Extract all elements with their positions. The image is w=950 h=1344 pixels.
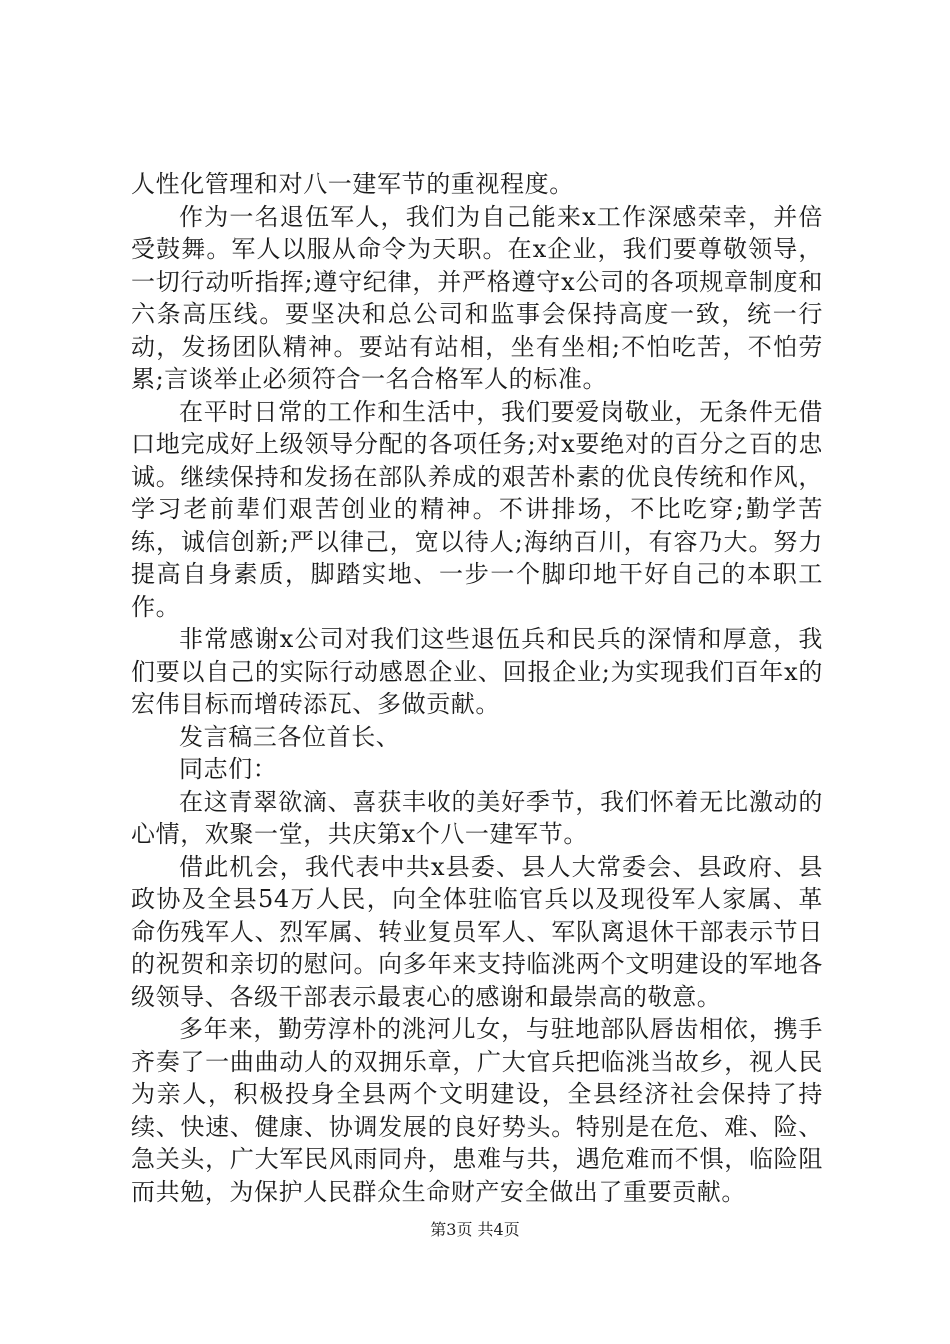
paragraph-8: 借此机会，我代表中共x县委、县人大常委会、县政府、县政协及全县54万人民，向全体驻临官兵以及现役军人家属、革命伤残军人、烈军属、转业复员军人、军队离退休干部表示节日的祝贺和亲切的慰问。向多年来支持临洮两个文明建设的军地各级领导、各级干部表示最衷心的感谢和最崇高的敬意。 xyxy=(131,852,823,1011)
paragraph-7: 在这青翠欲滴、喜获丰收的美好季节，我们怀着无比激动的心情，欢聚一堂，共庆第x个八一建军节。 xyxy=(131,787,823,848)
paragraph-4: 非常感谢x公司对我们这些退伍兵和民兵的深情和厚意，我们要以自己的实际行动感恩企业、回报企业;为实现我们百年x的宏伟目标而增砖添瓦、多做贡献。 xyxy=(131,625,823,718)
paragraph-5: 发言稿三各位首长、 xyxy=(179,722,401,751)
page-number-footer: 第3页 共4页 xyxy=(430,1220,520,1239)
paragraph-3: 在平时日常的工作和生活中，我们要爱岗敬业，无条件无借口地完成好上级领导分配的各项任务;对x要绝对的百分之百的忠诚。继续保持和发扬在部队养成的艰苦朴素的优良传统和作风，学习老前辈们艰苦创业的精神。不讲排场，不比吃穿;勤学苦练，诚信创新;严以律己，宽以待人;海纳百川，有容乃大。努力提高自身素质，脚踏实地、一步一个脚印地干好自己的本职工作。 xyxy=(131,397,823,621)
paragraph-2: 作为一名退伍军人，我们为自己能来x工作深感荣幸，并倍受鼓舞。军人以服从命令为天职。在x企业，我们要尊敬领导，一切行动听指挥;遵守纪律，并严格遵守x公司的各项规章制度和六条高压线。要坚决和总公司和监事会保持高度一致，统一行动，发扬团队精神。要站有站相，坐有坐相;不怕吃苦，不怕劳累;言谈举止必须符合一名合格军人的标准。 xyxy=(131,202,823,393)
document-body xyxy=(131,168,823,1208)
paragraph-9: 多年来，勤劳淳朴的洮河儿女，与驻地部队唇齿相依，携手齐奏了一曲曲动人的双拥乐章，广大官兵把临洮当故乡，视人民为亲人，积极投身全县两个文明建设，全县经济社会保持了持续、快速、健康、协调发展的良好势头。特别是在危、难、险、急关头，广大军民风雨同舟，患难与共，遇危难而不惧，临险阻而共勉，为保护人民群众生命财产安全做出了重要贡献。 xyxy=(131,1015,823,1206)
paragraph-6: 同志们： xyxy=(179,755,278,783)
paragraph-1: 人性化管理和对八一建军节的重视程度。 xyxy=(131,170,574,198)
